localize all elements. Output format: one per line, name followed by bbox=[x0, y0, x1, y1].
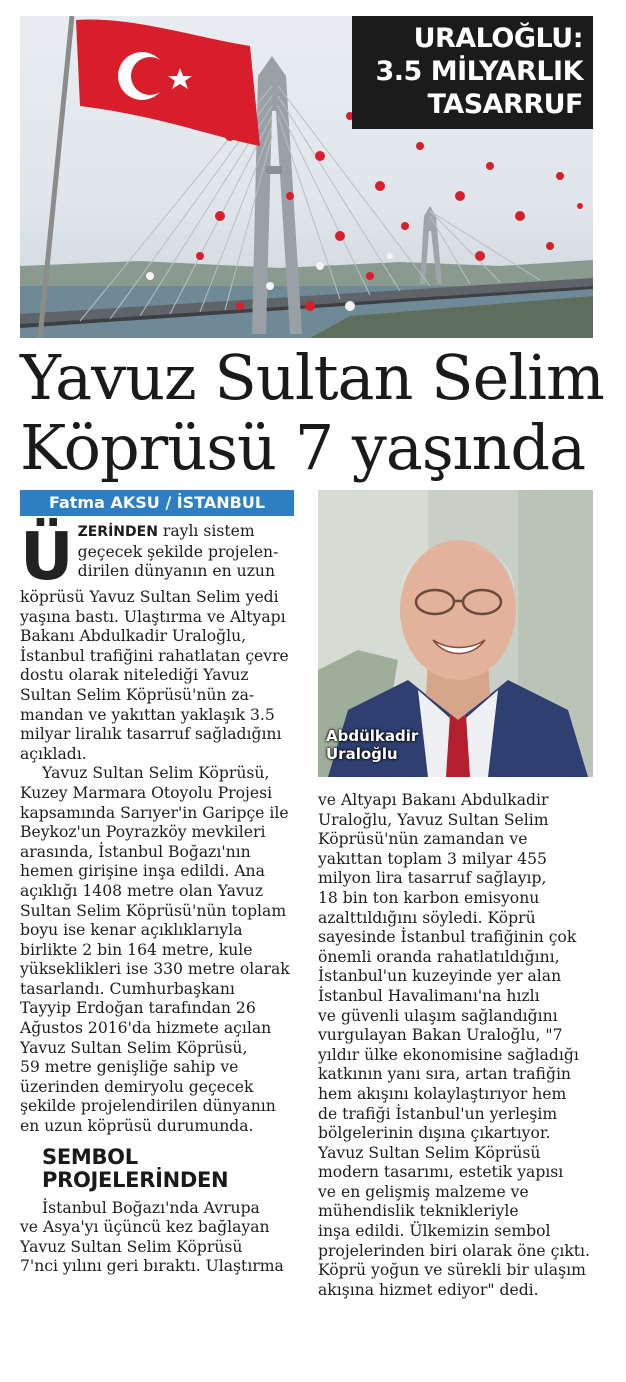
text-line: önemli oranda rahatlatıldığını, bbox=[318, 947, 560, 966]
section-subhead bbox=[42, 1146, 294, 1192]
text-line: Kuzey Marmara Otoyolu Projesi bbox=[20, 783, 273, 802]
text-line: hem akışını kolaylaştırıyor hem bbox=[318, 1084, 567, 1103]
text-line: milyon lira tasarruf sağlayıp, bbox=[318, 869, 547, 888]
subhead-line: SEMBOL bbox=[42, 1144, 138, 1169]
text-line: Köprü yoğun ve sürekli bir ulaşım bbox=[318, 1261, 586, 1280]
text-line: köprüsü Yavuz Sultan Selim yedi bbox=[20, 588, 279, 606]
text-line: 18 bin ton karbon emisyonu bbox=[318, 888, 540, 907]
text-line bbox=[78, 522, 255, 540]
text-line: hemen girişine inşa edildi. Ana bbox=[20, 862, 265, 881]
paragraph-4 bbox=[318, 791, 600, 1300]
text-line: İstanbul'un kuzeyinde yer alan bbox=[318, 967, 562, 986]
text-line: İstanbul Havalimanı'na hızlı bbox=[318, 986, 540, 1005]
text-line: Beykoz'un Poyrazköy mevkileri bbox=[20, 823, 266, 842]
text-line: sayesinde İstanbul trafiğinin çok bbox=[318, 928, 577, 947]
badge-line: 3.5 MİLYARLIK bbox=[375, 56, 583, 87]
headline-badge bbox=[352, 16, 593, 129]
text-line: yakıttan toplam 3 milyar 455 bbox=[318, 849, 547, 868]
bridge-photo bbox=[20, 16, 593, 338]
text-line: Uraloğlu, Yavuz Sultan Selim bbox=[318, 810, 549, 829]
drop-cap: Ü bbox=[20, 518, 74, 595]
paragraph-2 bbox=[20, 764, 294, 1136]
text-line: dirilen dünyanın en uzun bbox=[77, 562, 275, 581]
headline-line: Köprüsü 7 yaşında bbox=[20, 411, 586, 484]
text-line: Bakanı Abdulkadir Uraloğlu, bbox=[20, 627, 247, 646]
text-line: İstanbul Boğazı'nda Avrupa bbox=[42, 1198, 260, 1217]
text-line: inşa edildi. Ülkemizin sembol bbox=[318, 1222, 551, 1241]
text-line: ve güvenli ulaşım sağlandığını bbox=[318, 1006, 558, 1025]
text-line: geçecek şekilde projelen- bbox=[77, 542, 279, 561]
text-line: açıklığı 1408 metre olan Yavuz bbox=[20, 881, 264, 900]
text-line: arasında, İstanbul Boğazı'nın bbox=[20, 842, 251, 861]
article-headline bbox=[20, 343, 610, 483]
text-line: şekilde projelendirilen dünyanın bbox=[20, 1097, 276, 1116]
text-line: ve Altyapı Bakanı Abdulkadir bbox=[318, 791, 549, 809]
badge-line: TASARRUF bbox=[427, 89, 583, 120]
paragraph-3 bbox=[20, 1199, 294, 1277]
text-line: Sultan Selim Köprüsü'nün za- bbox=[20, 685, 255, 704]
text-line: ve en gelişmiş malzeme ve bbox=[318, 1182, 529, 1201]
subhead-line: PROJELERİNDEN bbox=[42, 1167, 229, 1192]
text-line: projelerinden biri olarak öne çıktı. bbox=[318, 1241, 590, 1260]
text-line: dostu olarak nitelediği Yavuz bbox=[20, 666, 249, 685]
paragraph-intro bbox=[20, 518, 294, 764]
text-fragment: raylı sistem bbox=[157, 522, 255, 540]
caption-line: Abdülkadir bbox=[326, 727, 419, 745]
text-line: Sultan Selim Köprüsü'nün toplam bbox=[20, 901, 287, 920]
text-line: mandan ve yakıttan yaklaşık 3.5 bbox=[20, 705, 275, 724]
text-line: Yavuz Sultan Selim Köprüsü, bbox=[20, 1038, 248, 1057]
text-line: kapsamında Sarıyer'in Garipçe ile bbox=[20, 803, 289, 822]
text-line: milyar liralık tasarruf sağladığını bbox=[20, 725, 282, 744]
text-line: akışına hizmet ediyor" dedi. bbox=[318, 1280, 539, 1299]
text-line: 59 metre genişliğe sahip ve bbox=[20, 1058, 239, 1077]
text-line: İstanbul trafiğini rahatlatan çevre bbox=[20, 646, 289, 665]
byline: Fatma AKSU / İSTANBUL bbox=[20, 490, 294, 516]
text-line: Köprüsü'nün zamandan ve bbox=[318, 830, 528, 849]
text-line: yükseklikleri ise 330 metre olarak bbox=[20, 960, 290, 979]
badge-line: URALOĞLU: bbox=[413, 23, 583, 54]
text-line: Yavuz Sultan Selim Köprüsü bbox=[318, 1143, 541, 1162]
article-column-1 bbox=[20, 518, 294, 1277]
text-line: yaşına bastı. Ulaştırma ve Altyapı bbox=[20, 607, 286, 626]
text-line: üzerinden demiryolu geçecek bbox=[20, 1077, 254, 1096]
text-line: açıkladı. bbox=[20, 744, 87, 763]
headline-line: Yavuz Sultan Selim bbox=[20, 341, 604, 414]
minister-photo bbox=[318, 490, 593, 777]
text-line: bölgelerinin dışına çıkartıyor. bbox=[318, 1124, 551, 1143]
photo-caption bbox=[326, 727, 418, 763]
text-line: vurgulayan Bakan Uraloğlu, "7 bbox=[318, 1026, 563, 1045]
text-line: yıldır ülke ekonomisine sağladığı bbox=[318, 1045, 579, 1064]
caption-line: Uraloğlu bbox=[326, 745, 398, 763]
article-column-2 bbox=[318, 791, 600, 1300]
text-line: ve Asya'yı üçüncü kez bağlayan bbox=[20, 1218, 270, 1237]
text-line: en uzun köprüsü durumunda. bbox=[20, 1117, 254, 1136]
lead-word: ZERİNDEN bbox=[77, 524, 158, 540]
text-line: tasarlandı. Cumhurbaşkanı bbox=[20, 979, 235, 998]
text-line: birlikte 2 bin 164 metre, kule bbox=[20, 940, 253, 959]
text-line: modern tasarımı, estetik yapısı bbox=[318, 1163, 564, 1182]
text-line: Tayyip Erdoğan tarafından 26 bbox=[20, 999, 256, 1018]
text-line: de trafiği İstanbul'un yerleşim bbox=[318, 1104, 558, 1123]
text-line: mühendislik teknikleriyle bbox=[318, 1202, 519, 1221]
text-line: katkının yanı sıra, artan trafiğin bbox=[318, 1065, 571, 1084]
text-line: boyu ise kenar açıklıklarıyla bbox=[20, 921, 243, 940]
text-line: Ağustos 2016'da hizmete açılan bbox=[20, 1019, 272, 1038]
text-line: azalttıldığını söyledi. Köprü bbox=[318, 908, 536, 927]
text-line: Yavuz Sultan Selim Köprüsü bbox=[20, 1237, 243, 1256]
text-line: Yavuz Sultan Selim Köprüsü, bbox=[42, 764, 270, 783]
text-line: 7'nci yılını geri bıraktı. Ulaştırma bbox=[20, 1257, 284, 1276]
